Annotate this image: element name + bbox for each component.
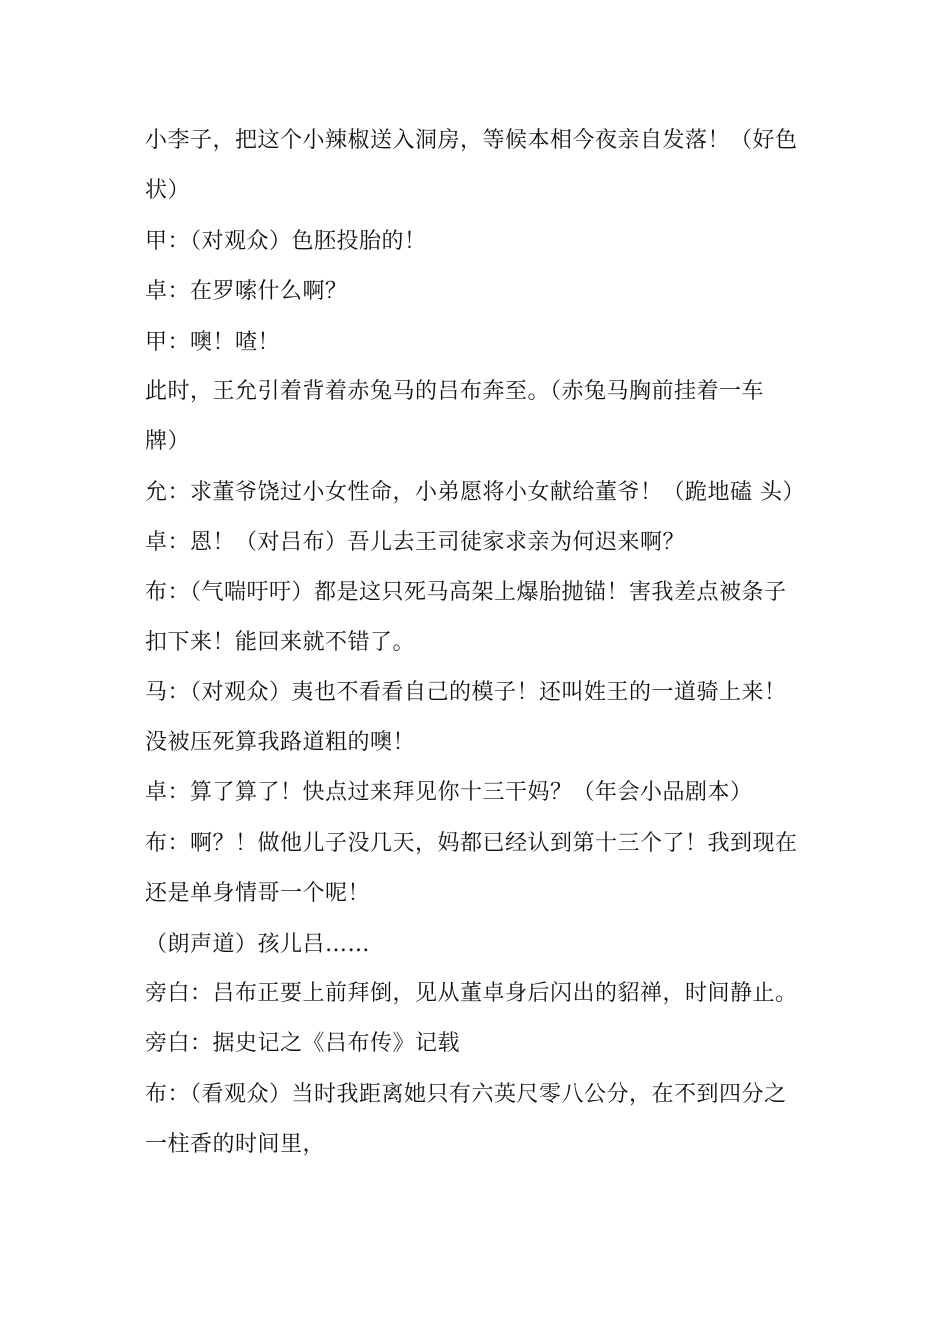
script-line: 甲：（对观众）色胚投胎的！ bbox=[145, 229, 427, 254]
script-line: 卓：在罗嗦什么啊？ bbox=[145, 279, 348, 304]
script-line: 没被压死算我路道粗的噢！ bbox=[145, 730, 416, 755]
script-line: 扣下来！能回来就不错了。 bbox=[145, 630, 416, 655]
script-line: 状） bbox=[145, 178, 191, 203]
script-line: 旁白：吕布正要上前拜倒，见从董卓身后闪出的貂禅，时间静止。 bbox=[145, 981, 798, 1006]
script-line: 此时，王允引着背着赤兔马的吕布奔至。（赤兔马胸前挂着一车 bbox=[145, 379, 765, 404]
script-line: 甲：噢！喳！ bbox=[145, 330, 281, 355]
script-line: 还是单身情哥一个呢！ bbox=[145, 881, 371, 906]
script-line: 一柱香的时间里， bbox=[145, 1132, 326, 1157]
script-line: 卓：算了算了！快点过来拜见你十三干妈？（年会小品剧本） bbox=[145, 780, 753, 805]
script-line: 小李子，把这个小辣椒送入洞房，等候本相今夜亲自发落！（好色 bbox=[145, 128, 798, 153]
script-line: （朗声道）孩儿吕…… bbox=[145, 932, 371, 957]
script-line: 布：啊？！做他儿子没几天，妈都已经认到第十三个了！我到现在 bbox=[145, 831, 798, 856]
script-line: 牌） bbox=[145, 429, 191, 454]
script-line: 布：（气喘吁吁）都是这只死马高架上爆胎抛锚！害我差点被条子 bbox=[145, 580, 787, 605]
script-line: 旁白：据史记之《吕布传》记载 bbox=[145, 1031, 461, 1056]
script-line: 马：（对观众）夷也不看看自己的模子！还叫姓王的一道骑上来！ bbox=[145, 680, 787, 705]
script-line: 允：求董爷饶过小女性命，小弟愿将小女献给董爷！（跪地磕 头） bbox=[145, 480, 805, 505]
script-line: 卓：恩！（对吕布）吾儿去王司徒家求亲为何迟来啊？ bbox=[145, 530, 686, 555]
script-line: 布：（看观众）当时我距离她只有六英尺零八公分，在不到四分之 bbox=[145, 1082, 787, 1107]
